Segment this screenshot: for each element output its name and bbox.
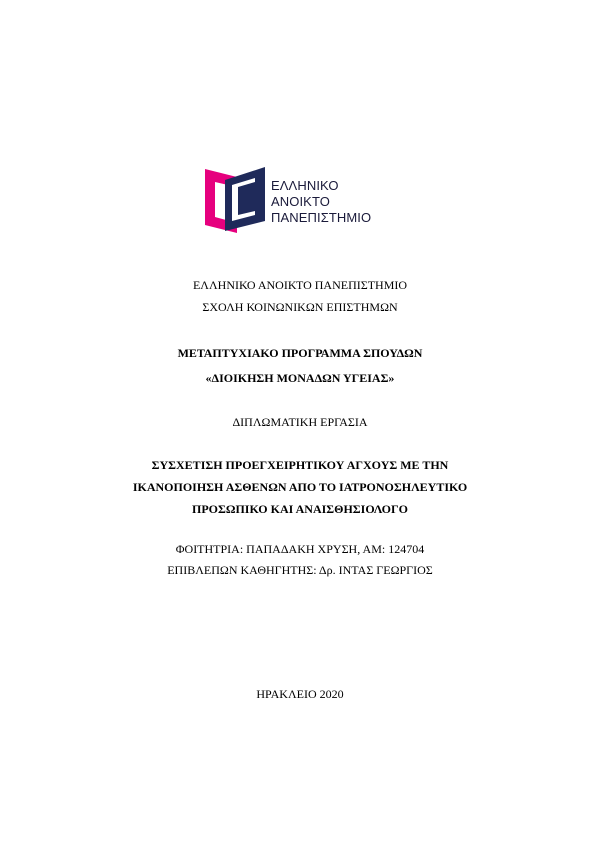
logo-wordmark xyxy=(271,178,371,226)
logo-line-1: ΕΛΛΗΝΙΚΟ xyxy=(271,178,339,193)
program-subtitle: «ΔΙΟΙΚΗΣΗ ΜΟΝΑΔΩΝ ΥΓΕΙΑΣ» xyxy=(205,371,395,385)
university-logo xyxy=(205,167,385,233)
thesis-title-line-2: ΙΚΑΝΟΠΟΙΗΣΗ ΑΣΘΕΝΩΝ ΑΠΟ ΤΟ ΙΑΤΡΟΝΟΣΗΛΕΥΤΙΚΟ xyxy=(132,480,468,494)
place-year: ΗΡΑΚΛΕΙΟ 2020 xyxy=(256,687,344,701)
thesis-title-line-1: ΣΥΣΧΕΤΙΣΗ ΠΡΟΕΓΧΕΙΡΗΤΙΚΟΥ ΑΓΧΟΥΣ ΜΕ ΤΗΝ xyxy=(151,458,449,472)
student-info: ΦΟΙΤΗΤΡΙΑ: ΠΑΠΑΔΑΚΗ ΧΡΥΣΗ, ΑΜ: 124704 xyxy=(175,542,425,556)
university-logo-icon xyxy=(205,167,265,233)
supervisor-info: ΕΠΙΒΛΕΠΩΝ ΚΑΘΗΓΗΤΗΣ: Δρ. ΙΝΤΑΣ ΓΕΩΡΓΙΟΣ xyxy=(167,563,433,577)
university-name: ΕΛΛΗΝΙΚΟ ΑΝΟΙΚΤΟ ΠΑΝΕΠΙΣΤΗΜΙΟ xyxy=(192,278,408,292)
logo-line-2: ΑΝΟΙΚΤΟ xyxy=(271,194,330,209)
thesis-title-line-3: ΠΡΟΣΩΠΙΚΟ ΚΑΙ ΑΝΑΙΣΘΗΣΙΟΛΟΓΟ xyxy=(192,502,408,516)
logo-line-3: ΠΑΝΕΠΙΣΤΗΜΙΟ xyxy=(271,210,372,225)
thesis-type: ΔΙΠΛΩΜΑΤΙΚΗ ΕΡΓΑΣΙΑ xyxy=(232,415,368,429)
program-title: ΜΕΤΑΠΤΥΧΙΑΚΟ ΠΡΟΓΡΑΜΜΑ ΣΠΟΥΔΩΝ xyxy=(177,346,423,360)
school-name: ΣΧΟΛΗ ΚΟΙΝΩΝΙΚΩΝ ΕΠΙΣΤΗΜΩΝ xyxy=(202,300,398,314)
